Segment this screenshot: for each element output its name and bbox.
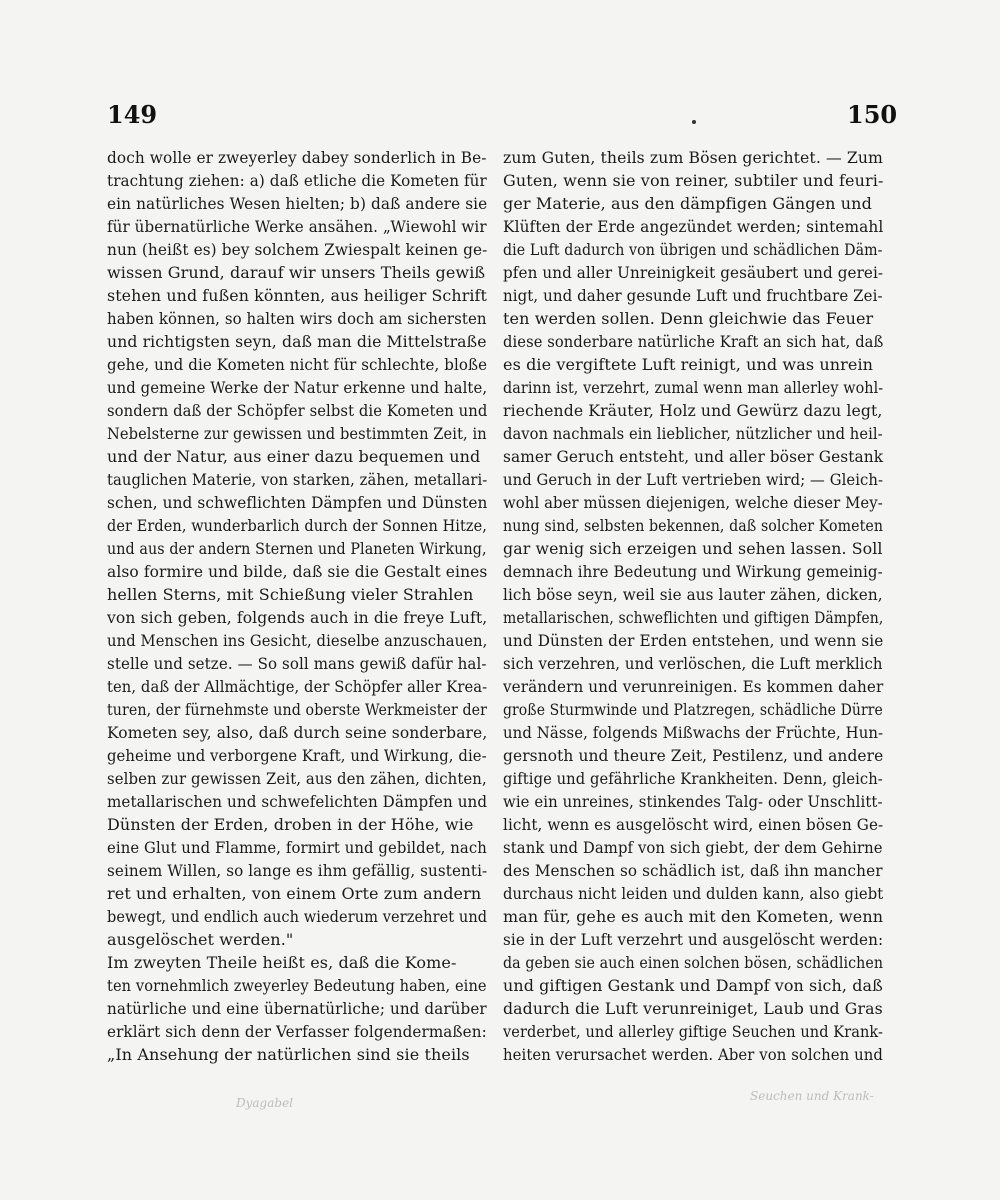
text-line: erklärt sich denn der Verfasser folgendermaßen: [107,1022,487,1041]
text-line: schen, und schweflichten Dämpfen und Dünsten [107,493,488,512]
text-line: metallarischen und schwefelichten Dämpfen und [107,792,488,811]
text-line: und Geruch in der Luft vertrieben wird; — Gleich- [503,470,884,489]
text-line: trachtung ziehen: a) daß etliche die Kometen für [107,171,487,190]
text-line: turen, der fürnehmste und oberste Werkmeister der [107,700,488,719]
text-line: sich verzehren, und verlöschen, die Luft merklich [503,654,883,673]
text-line: und Nässe, folgends Mißwachs der Früchte, Hun- [503,723,884,742]
text-line: ausgelöschet werden." [107,930,294,949]
text-line: und der Natur, aus einer dazu bequemen und [107,447,481,466]
text-line: große Sturmwinde und Platzregen, schädliche Dürre [503,700,883,719]
text-line: wie ein unreines, stinkendes Talg- oder Unschlitt- [503,792,883,811]
text-line: verderbet, und allerley giftige Seuchen und Krank- [503,1022,884,1041]
text-line: heiten verursachet werden. Aber von solchen und [503,1045,883,1064]
text-line: geheime und verborgene Kraft, und Wirkung, die- [107,746,487,765]
text-line: wissen Grund, darauf wir unsers Theils gewiß [107,263,486,282]
text-line: ten werden sollen. Denn gleichwie das Feuer [503,309,874,328]
text-line: gehe, und die Kometen nicht für schlechte, bloße [107,355,488,374]
text-line: selben zur gewissen Zeit, aus den zähen, dichten, [107,769,487,788]
text-line: stehen und fußen könnten, aus heiliger Schrift [107,286,487,305]
text-line: die Luft dadurch von übrigen und schädlichen Däm- [503,240,883,259]
text-line: stelle und setze. — So soll mans gewiß dafür hal- [107,654,487,673]
text-line: dadurch die Luft verunreiniget, Laub und Gras [503,999,883,1018]
text-line: und richtigsten seyn, daß man die Mittelstraße [107,332,487,351]
text-line: des Menschen so schädlich ist, daß ihn mancher [503,861,883,880]
page-number-right: 150 [847,100,898,129]
text-line: verändern und verunreinigen. Es kommen daher [503,677,884,696]
text-line: darinn ist, verzehrt, zumal wenn man allerley wohl- [503,378,884,397]
text-line: sie in der Luft verzehrt und ausgelöscht werden: [503,930,884,949]
text-line: eine Glut und Flamme, formirt und gebildet, nach [107,838,487,857]
text-line: Kometen sey, also, daß durch seine sonderbare, [107,723,488,742]
text-line: doch wolle er zweyerley dabey sonderlich in Be- [107,148,487,167]
text-line: da geben sie auch einen solchen bösen, schädlichen [503,953,884,972]
text-line: wohl aber müssen diejenigen, welche dieser Mey- [503,493,883,512]
text-line: hellen Sterns, mit Schießung vieler Strahlen [107,585,474,604]
text-line: samer Geruch entsteht, und aller böser Gestank [503,447,884,466]
left-page-text [107,146,487,1066]
text-line: gersnoth und theure Zeit, Pestilenz, und andere [503,746,884,765]
text-line: haben können, so halten wirs doch am sichersten [107,309,487,328]
text-line: gar wenig sich erzeigen und sehen lassen. Soll [503,539,883,558]
text-line: sondern daß der Schöpfer selbst die Kometen und [107,401,488,420]
text-line: der Erden, wunderbarlich durch der Sonnen Hitze, [107,516,487,535]
text-line: durchaus nicht leiden und dulden kann, also giebt [503,884,884,903]
text-line: giftige und gefährliche Krankheiten. Denn, gleich- [503,769,883,788]
text-line: und gemeine Werke der Natur erkenne und halte, [107,378,488,397]
text-line: licht, wenn es ausgelöscht wird, einen bösen Ge- [503,815,884,834]
bleed-through-text-right: Seuchen und Krank- [750,1089,874,1103]
text-line: also formire und bilde, daß sie die Gestalt eines [107,562,488,581]
text-line: ten, daß der Allmächtige, der Schöpfer aller Krea- [107,677,488,696]
text-line: nung sind, selbsten bekennen, daß solcher Kometen [503,516,884,535]
text-line: und Dünsten der Erden entstehen, und wenn sie [503,631,884,650]
text-line: nigt, und daher gesunde Luft und fruchtbare Zei- [503,286,883,305]
text-line: Guten, wenn sie von reiner, subtiler und feuri- [503,171,883,190]
text-line: metallarischen, schweflichten und giftigen Dämpfen, [503,608,884,627]
text-line: pfen und aller Unreinigkeit gesäubert und gerei- [503,263,884,282]
text-line: nun (heißt es) bey solchem Zwiespalt keinen ge- [107,240,488,259]
text-line: und giftigen Gestank und Dampf von sich, daß [503,976,883,995]
bleed-through-text-left: Dyagabel [236,1096,294,1110]
text-line: davon nachmals ein lieblicher, nützlicher und heil- [503,424,883,443]
text-line: man für, gehe es auch mit den Kometen, wenn [503,907,884,926]
text-line: ret und erhalten, von einem Orte zum andern [107,884,482,903]
text-line: von sich geben, folgends auch in die freye Luft, [107,608,488,627]
text-line: Dünsten der Erden, droben in der Höhe, wie [107,815,474,834]
text-line: tauglichen Materie, von starken, zähen, metallari- [107,470,488,489]
text-line: und aus der andern Sternen und Planeten Wirkung, [107,539,487,558]
text-line: diese sonderbare natürliche Kraft an sich hat, daß [503,332,884,351]
text-line: es die vergiftete Luft reinigt, und was unrein [503,355,874,374]
text-line: stank und Dampf von sich giebt, der dem Gehirne [503,838,883,857]
text-line: ger Materie, aus den dämpfigen Gängen und [503,194,872,213]
text-line: „In Ansehung der natürlichen sind sie theils [107,1045,470,1064]
text-line: ten vornehmlich zweyerley Bedeutung haben, eine [107,976,487,995]
text-line: lich böse seyn, weil sie aus lauter zähen, dicken, [503,585,883,604]
page-number-left: 149 [107,100,158,129]
text-line: demnach ihre Bedeutung und Wirkung gemeinig- [503,562,883,581]
text-line: natürliche und eine übernatürliche; und darüber [107,999,487,1018]
text-line: riechende Kräuter, Holz und Gewürz dazu legt, [503,401,883,420]
text-line: Nebelsterne zur gewissen und bestimmten Zeit, in [107,424,487,443]
text-line: für übernatürliche Werke ansähen. „Wiewohl wir [107,217,487,236]
text-line: und Menschen ins Gesicht, dieselbe anzuschauen, [107,631,488,650]
ink-speck [692,120,696,124]
text-line: Im zweyten Theile heißt es, daß die Kome- [107,953,457,972]
text-line: ein natürliches Wesen hielten; b) daß andere sie [107,194,488,213]
right-page-text [503,146,883,1066]
text-line: Klüften der Erde angezündet werden; sintemahl [503,217,884,236]
text-line: bewegt, und endlich auch wiederum verzehret und [107,907,488,926]
text-line: zum Guten, theils zum Bösen gerichtet. — Zum [503,148,883,167]
text-line: seinem Willen, so lange es ihm gefällig, sustenti- [107,861,488,880]
